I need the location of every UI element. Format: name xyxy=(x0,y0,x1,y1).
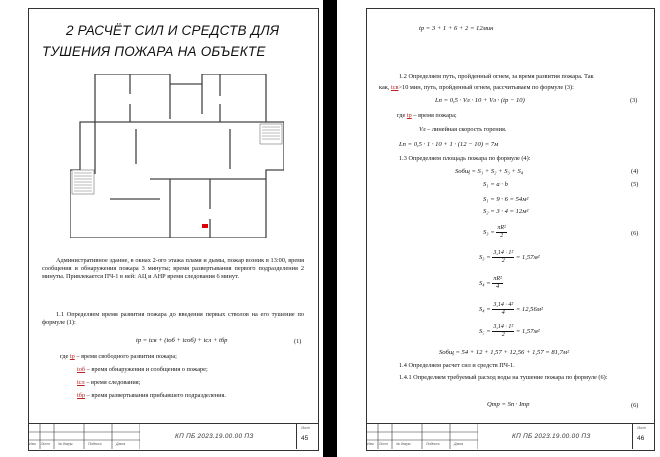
section-title-line2: ТУШЕНИЯ ПОЖАРА НА ОБЪЕКТЕ xyxy=(42,44,266,59)
stamp-label-list: Лист xyxy=(379,442,389,446)
s3-lhs: S₃ = xyxy=(479,254,491,262)
where-list-4 xyxy=(77,392,226,400)
where-label: где xyxy=(397,112,406,119)
formula-5-number: (5) xyxy=(631,181,639,188)
where-list-r1 xyxy=(397,112,457,120)
section-1-4: 1.4 Определяем расчет сил и средств ПЧ-1. xyxy=(399,362,515,369)
s5-lhs: S₅ = xyxy=(479,328,491,336)
where-text-1: – время свободного развития пожара; xyxy=(74,353,177,360)
s4-calc xyxy=(479,302,543,317)
formula-1-number: (1) xyxy=(294,338,302,345)
sheet-number: 45 xyxy=(301,435,309,442)
sheet-number: 46 xyxy=(637,435,645,442)
section-1-3: 1.3 Определяем площадь пожара по формуле (4): xyxy=(399,155,531,162)
s3-result: = 1,57м² xyxy=(515,254,540,262)
formula-4: Sобщ = S₁ + S₂ + S₃ + S₄ xyxy=(455,168,524,175)
right-page xyxy=(337,0,660,457)
s3-numerator: 3,14 ∙ 1² xyxy=(493,250,514,256)
symbol-tsv: tсв xyxy=(390,84,399,91)
where-list-3 xyxy=(77,379,140,387)
symbol-tob: tоб xyxy=(77,366,86,373)
title-block xyxy=(28,423,319,449)
s2-calc: S₂ = 3 ∙ 4 = 12м² xyxy=(483,208,529,215)
document-code: КП ПБ 2023.19.00.00 ПЗ xyxy=(512,433,591,440)
tr-result: tр = 3 + 1 + 6 + 2 = 12мин xyxy=(419,25,494,32)
stamp-label-list: Лист xyxy=(41,442,51,446)
section-1-1: 1.1 Определяем время развития пожара до введения первых стволов на его тушение по формуле (1): xyxy=(42,311,304,326)
formula-6 xyxy=(483,225,507,240)
s5-result: = 1,57м² xyxy=(515,328,540,336)
section-1-4-1: 1.4.1 Определяем требуемый расход воды на тушение пожара по формуле (6): xyxy=(399,374,608,381)
s5-denominator: 2 xyxy=(501,332,505,338)
stamp-label-doc: № докум. xyxy=(58,442,74,446)
stamp-label-doc: № докум. xyxy=(396,442,412,446)
formula-last-number: (6) xyxy=(631,402,639,409)
s3-denominator: 2 xyxy=(501,258,505,264)
s4f-lhs: S₄ = xyxy=(479,280,491,288)
symbol-tbr: tбр xyxy=(77,392,86,399)
f6-lhs: S₃ = xyxy=(483,229,495,237)
formula-1: tр = tсв + (tоб + tсоб) + tсл + tбр xyxy=(136,337,228,344)
section-1-2-line2 xyxy=(379,84,574,92)
floor-plan xyxy=(70,74,284,238)
formula-5: S₁ = a ∙ b xyxy=(483,181,508,188)
formula-3: Ln = 0,5 ∙ Vл ∙ 10 + Vл ∙ (tр − 10) xyxy=(435,97,525,104)
stamp-label-izm: Изм. xyxy=(29,442,37,446)
symbol-tr: tр xyxy=(406,112,412,119)
s1-calc: S₁ = 9 ∙ 6 = 54м² xyxy=(483,196,529,203)
where-list-1 xyxy=(60,353,177,361)
s12-pre: как, xyxy=(379,84,391,91)
formula-6-number: (6) xyxy=(631,230,639,237)
formula-4-number: (4) xyxy=(631,168,639,175)
title-block xyxy=(366,423,655,449)
symbol-tsl: tсл xyxy=(77,379,85,386)
formula-3-number: (3) xyxy=(630,97,638,104)
s4f-denominator: 4 xyxy=(496,284,500,290)
stamp-label-izm: Изм. xyxy=(367,442,375,446)
s12-post: >10 мин, путь, пройденный огнем, рассчитываем по формуле (3): xyxy=(398,84,574,91)
s4f-numerator: πR² xyxy=(493,276,502,282)
f6-numerator: πR² xyxy=(497,225,506,231)
s4-lhs: S₄ = xyxy=(479,306,491,314)
s4-denominator: 4 xyxy=(501,310,505,316)
section-title-line1: 2 РАСЧЁТ СИЛ И СРЕДСТВ ДЛЯ xyxy=(66,23,280,38)
where-text-3: – время следования; xyxy=(84,379,141,386)
s5-calc xyxy=(479,324,540,339)
where-text-2: – время обнаружения и сообщения о пожаре; xyxy=(85,366,208,373)
s4-formula xyxy=(479,276,503,291)
stamp-label-sign: Подпись xyxy=(426,442,440,446)
symbol-tr: tр xyxy=(69,353,75,360)
document-code: КП ПБ 2023.19.00.00 ПЗ xyxy=(175,433,254,440)
total-area: Sобщ = 54 + 12 + 1,57 + 12,56 + 1,57 = 81,7м² xyxy=(439,349,570,356)
s5-numerator: 3,14 ∙ 1² xyxy=(493,324,514,330)
sheet-label: Лист xyxy=(637,426,647,430)
left-page xyxy=(0,0,323,457)
s4-numerator: 3,14 ∙ 4² xyxy=(493,302,514,308)
f6-denominator: 2 xyxy=(500,233,504,239)
intro-paragraph: Административное здание, в окнах 2-ого этажа пламя и дымы, пожар возник в 13:00, время сообщения и обнаружения пожара 3 минуты; время развертывания первого подразделения 2 минуты. Привлекается ПЧ-1 в ней: АЦ и АНР время следования 6 минут. xyxy=(42,257,304,280)
stamp-label-sign: Подпись xyxy=(88,442,102,446)
sheet-label: Лист xyxy=(301,426,311,430)
where-text-4: – время развертывания прибывшего подразделения. xyxy=(85,392,226,399)
stamp-label-date: Дата xyxy=(116,442,126,446)
section-1-2-line1: 1.2 Определяем путь, пройденный огнем, за время развития пожара. Так xyxy=(399,73,594,80)
where-label: где xyxy=(60,353,69,360)
formula-last: Qтр = Sп ∙ Iтр xyxy=(487,401,530,408)
where-text-r2: – линейная скорость горения. xyxy=(425,126,507,133)
where-list-2 xyxy=(77,366,208,374)
fire-marker xyxy=(202,224,208,228)
s3-calc xyxy=(479,250,540,265)
symbol-vl: Vл xyxy=(419,126,426,133)
where-text-r1: – время пожара; xyxy=(411,112,457,119)
stamp-label-date: Дата xyxy=(454,442,464,446)
where-list-r2 xyxy=(419,126,506,134)
ln-calculation: Ln = 0,5 ∙ 1 ∙ 10 + 1 ∙ (12 − 10) = 7м xyxy=(399,141,499,148)
s4-result: = 12,56м² xyxy=(515,306,543,314)
page-gap xyxy=(323,0,337,457)
